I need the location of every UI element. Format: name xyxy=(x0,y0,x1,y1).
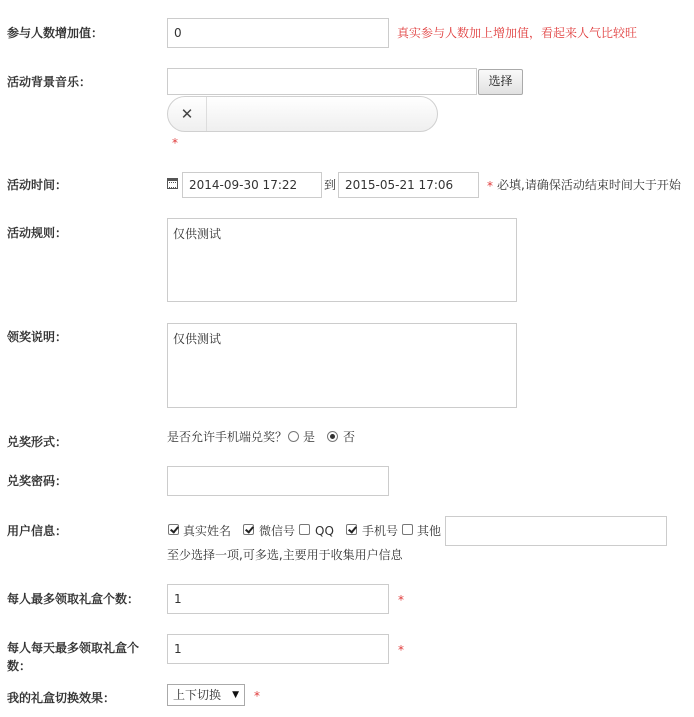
user-info-hint: 至少选择一项,可多选,主要用于收集用户信息 xyxy=(167,548,403,562)
max-boxes-per-person-label: 每人最多领取礼盒个数： xyxy=(7,592,140,606)
box-switch-effect-value: 上下切换 xyxy=(173,688,222,702)
to-label: 到 xyxy=(324,178,337,192)
extra-participants-hint: 真实参与人数加上增加值，看起来人气比较旺 xyxy=(397,26,638,40)
redeem-yes-radio[interactable] xyxy=(288,431,299,442)
max-boxes-per-day-label-line2: 数： xyxy=(7,659,32,673)
qq-checkbox[interactable] xyxy=(299,524,310,535)
box-switch-effect-label: 我的礼盒切换效果： xyxy=(7,691,116,705)
redeem-yes-label: 是 xyxy=(303,430,316,444)
max-boxes-per-day-input[interactable] xyxy=(167,634,389,664)
extra-participants-input[interactable] xyxy=(167,18,389,48)
phone-label: 手机号 xyxy=(362,524,399,538)
other-label: 其他 xyxy=(417,524,442,538)
redeem-no-radio[interactable] xyxy=(327,431,338,442)
user-info-label: 用户信息： xyxy=(7,524,68,538)
redeem-question: 是否允许手机端兑奖？ xyxy=(167,430,288,444)
activity-rules-label: 活动规则： xyxy=(7,226,68,240)
qq-label: QQ xyxy=(315,524,334,538)
redeem-password-label: 兑奖密码： xyxy=(7,474,68,488)
real-name-label: 真实姓名 xyxy=(183,524,232,538)
extra-participants-label: 参与人数增加值： xyxy=(7,26,104,40)
box-switch-effect-required-mark: * xyxy=(254,689,260,703)
real-name-checkbox[interactable] xyxy=(168,524,179,535)
prize-description-textarea[interactable] xyxy=(167,323,517,408)
box-switch-effect-select[interactable] xyxy=(167,684,245,706)
bg-music-input[interactable] xyxy=(167,68,477,95)
music-file-pill xyxy=(167,96,438,132)
activity-rules-textarea[interactable] xyxy=(167,218,517,302)
redeem-password-input[interactable] xyxy=(167,466,389,496)
phone-checkbox[interactable] xyxy=(346,524,357,535)
bg-music-label: 活动背景音乐： xyxy=(7,75,92,89)
end-time-input[interactable] xyxy=(338,172,479,198)
max-boxes-per-day-required-mark: * xyxy=(398,643,404,657)
bg-music-required-mark: * xyxy=(172,136,178,150)
activity-time-required-mark: * xyxy=(487,179,493,193)
wechat-checkbox[interactable] xyxy=(243,524,254,535)
activity-time-hint: 必填,请确保活动结束时间大于开始 xyxy=(497,178,681,192)
chevron-down-icon: ▼ xyxy=(232,690,239,700)
other-info-input[interactable] xyxy=(445,516,667,546)
other-checkbox[interactable] xyxy=(402,524,413,535)
max-boxes-per-person-input[interactable] xyxy=(167,584,389,614)
prize-description-label: 领奖说明： xyxy=(7,330,68,344)
start-time-input[interactable] xyxy=(182,172,322,198)
calendar-icon xyxy=(167,178,178,189)
close-icon[interactable]: ✕ xyxy=(168,97,207,131)
activity-time-label: 活动时间： xyxy=(7,178,68,192)
redeem-no-label: 否 xyxy=(343,430,356,444)
max-boxes-per-day-label-line1: 每人每天最多领取礼盒个 xyxy=(7,641,140,655)
choose-music-button[interactable]: 选择 xyxy=(478,69,523,95)
redeem-method-label: 兑奖形式： xyxy=(7,435,68,449)
wechat-label: 微信号 xyxy=(259,524,296,538)
max-boxes-per-person-required-mark: * xyxy=(398,593,404,607)
